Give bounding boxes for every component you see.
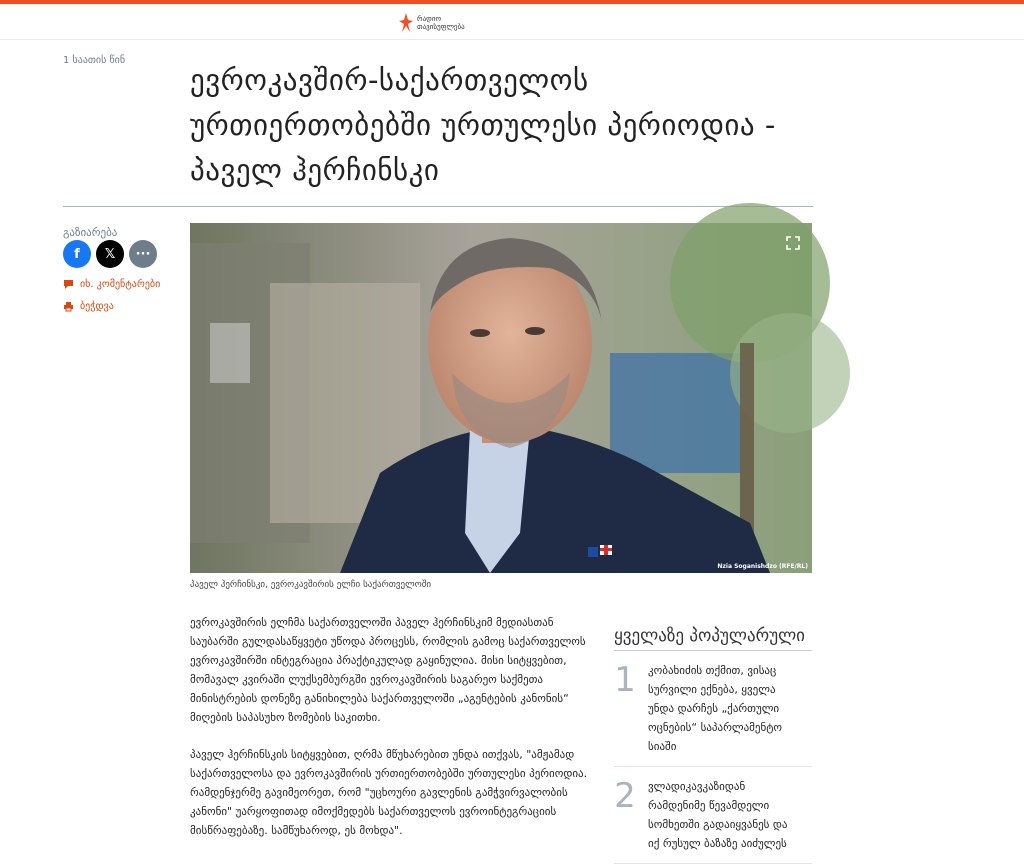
popular-item-text[interactable]: ვლადიკავკაზიდან რამდენიმე წევამდელი სომხეთში გადაიყვანეს და იქ რუსულ ბაზაზე აიძულეს [648, 780, 788, 850]
title-divider [63, 206, 813, 207]
x-icon: 𝕏 [104, 246, 116, 262]
print-link[interactable] [63, 301, 114, 312]
popular-item[interactable] [614, 651, 812, 767]
popular-title: ყველაზე პოპულარული [614, 626, 812, 651]
site-header [0, 4, 1024, 40]
article-photo [190, 223, 812, 573]
popular-item[interactable] [614, 767, 812, 864]
logo-star-icon [398, 12, 414, 34]
comments-label: იხ. კომენტარები [80, 279, 161, 290]
logo-line2: თავისუფლება [417, 23, 465, 31]
print-icon [63, 301, 74, 312]
share-buttons [63, 240, 157, 268]
print-label: ბეჭდვა [80, 301, 114, 312]
image-credit: Nzia Soganishdzo (RFE/RL) [717, 563, 808, 570]
most-popular-widget [614, 626, 812, 864]
image-caption: პაველ ჰერჩინსკი, ევროკავშირის ელჩი საქართველოში [190, 580, 432, 590]
popular-item-number: 1 [614, 660, 636, 700]
logo-line1: რადიო [417, 15, 441, 23]
comments-link[interactable] [63, 279, 160, 290]
share-label: გაზიარება [63, 226, 118, 239]
expand-image-button[interactable] [786, 235, 800, 249]
paragraph: პაველ ჰერჩინსკის სიტყვებით, ღრმა მწუხარებით უნდა ითქვას, "ამჟამად საქართველოსა და ევროკავშირის ურთიერთობებში ურთულესი პერიოდია. რამდენჯერმე გავიმეორეთ, რომ "უცხოური გავლენის გამჭვირვალობის კანონი" უარყოფითად იმოქმედებს საქართველოს ევროინტეგრაციის მისწრაფებაზე. სამწუხაროდ, ეს მოხდა". [190, 748, 588, 837]
comment-icon [63, 279, 74, 290]
article-body [190, 613, 590, 858]
logo-text [417, 15, 465, 31]
article-title: ევროკავშირ-საქართველოს ურთიერთობებში ურთულესი პერიოდია - პაველ ჰერჩინსკი [190, 63, 776, 187]
x-share-button[interactable] [96, 240, 124, 268]
portrait-illustration [190, 223, 812, 573]
more-share-button[interactable] [129, 240, 157, 268]
paragraph: ევროკავშირის ელჩმა საქართველოში პაველ ჰერჩინსკიმ მედიასთან საუბარში გულდასაწყვეტი უწოდა პროცესს, რომლის გამოც საქართველოს ევროკავშირში ინტეგრაცია პრაქტიკულად გაყინულია. მისი სიტყვებით, მომავალ კვირაში ლუქსემბურგში ევროკავშირის საგარეო საქმეთა მინისტრების დონეზე განიხილება საქართველოში „აგენტების კანონის“ მიღების საპასუხო ზომების საკითხი. [190, 616, 586, 724]
popular-item-number: 2 [614, 776, 636, 816]
more-icon: ··· [135, 246, 151, 262]
expand-icon [786, 236, 800, 250]
publish-time: 1 საათის წინ [63, 55, 126, 66]
popular-item-text[interactable]: კობახიძის თქმით, ვისაც სურვილი ექნება, ყველა უნდა დარჩეს „ქართული ოცნების“ საპარლამენტო სიაში [648, 664, 783, 753]
facebook-share-button[interactable] [63, 240, 91, 268]
site-logo[interactable] [398, 10, 478, 36]
facebook-icon: f [74, 246, 80, 262]
